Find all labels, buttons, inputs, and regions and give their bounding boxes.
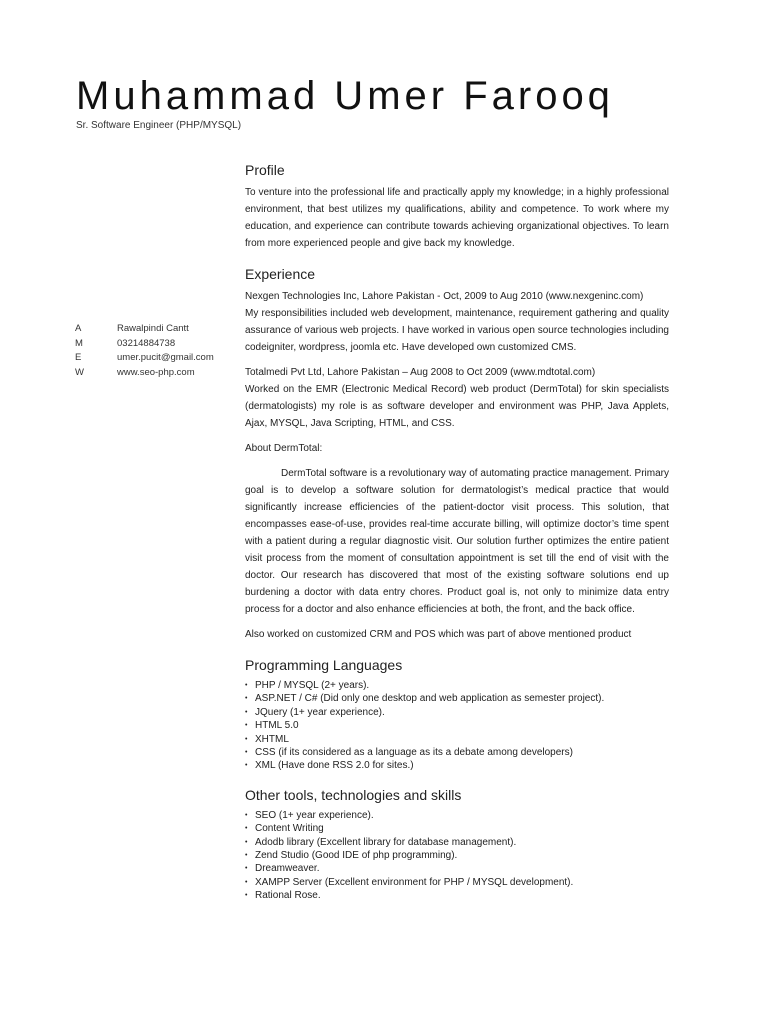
- list-item: [245, 692, 669, 705]
- job-title-totalmedi: Totalmedi Pvt Ltd, Lahore Pakistan – Aug 2008 to Oct 2009 (www.mdtotal.com): [245, 367, 596, 378]
- also-worked-text: Also worked on customized CRM and POS which was part of above mentioned product: [245, 629, 632, 640]
- section-heading: Profile: [245, 162, 285, 178]
- list-item: [245, 822, 669, 835]
- section-heading: Other tools, technologies and skills: [245, 786, 462, 803]
- job-desc-nexgen: My responsibilities included web development, maintenance, requirement gathering and quality assurance of various web projects. I have worked in various open source technologies including codeigniter, wordpress, joomla etc. Have developed own customized CMS.: [245, 308, 669, 353]
- contact-key: E: [75, 352, 82, 363]
- list-item-text: Zend Studio (Good IDE of php programming).: [255, 850, 458, 862]
- contact-value[interactable]: www.seo-php.com: [117, 366, 195, 378]
- list-item-text: JQuery (1+ year experience).: [255, 706, 385, 718]
- job-desc-totalmedi: Worked on the EMR (Electronic Medical Record) web product (DermTotal) for skin specialists (dermatologists) my role is as software developer and environment was PHP, Java Applets, Ajax, MYSQL, Java Scripting, HTML, and CSS.: [245, 384, 669, 429]
- list-item: [245, 836, 669, 849]
- list-item: [245, 862, 669, 875]
- contact-website: [70, 366, 240, 381]
- contact-mobile: [70, 337, 240, 352]
- list-item-text: Dreamweaver.: [255, 863, 320, 875]
- list-item-text: XML (Have done RSS 2.0 for sites.): [255, 760, 414, 772]
- contact-email: [70, 351, 240, 366]
- list-item-text: Adodb library (Excellent library for database management).: [255, 836, 517, 848]
- bullet-icon: •: [245, 825, 248, 833]
- tools-list: [245, 809, 669, 903]
- tools-section: [245, 787, 669, 903]
- bullet-icon: •: [245, 722, 248, 730]
- list-item-text: Content Writing: [255, 823, 324, 835]
- bullet-icon: •: [245, 735, 248, 743]
- profile-section: [245, 162, 669, 252]
- list-item-text: CSS (if its considered as a language as its a debate among developers): [255, 747, 573, 759]
- languages-section: [245, 657, 669, 773]
- bullet-icon: •: [245, 838, 248, 846]
- bullet-icon: •: [245, 892, 248, 900]
- list-item-text: XAMPP Server (Excellent environment for PHP / MYSQL development).: [255, 876, 574, 888]
- list-item-text: ASP.NET / C# (Did only one desktop and web application as semester project).: [255, 693, 605, 705]
- bullet-icon: •: [245, 749, 248, 757]
- list-item: [245, 679, 669, 692]
- section-heading: Programming Languages: [245, 657, 403, 673]
- profile-text: To venture into the professional life and practically apply my knowledge; in a highly professional environment, that best utilizes my qualifications, ability and competence. To work where my education, and experience can contribute towards achieving organizational objectives. To learn from more experienced people and give back my knowledge.: [245, 187, 669, 249]
- list-item: [245, 849, 669, 862]
- bullet-icon: •: [245, 811, 248, 819]
- list-item-text: PHP / MYSQL (2+ years).: [255, 680, 370, 691]
- list-item: [245, 719, 669, 732]
- job-title-nexgen: Nexgen Technologies Inc, Lahore Pakistan - Oct, 2009 to Aug 2010 (www.nexgeninc.com): [245, 291, 644, 302]
- languages-list: [245, 679, 669, 773]
- contact-key: A: [75, 323, 82, 334]
- person-name: Muhammad Umer Farooq: [76, 74, 614, 118]
- experience-section: [245, 266, 669, 643]
- contact-address: [70, 322, 240, 337]
- bullet-icon: •: [245, 852, 248, 860]
- main-content: [245, 162, 669, 917]
- contact-info: [70, 322, 240, 380]
- section-heading: Experience: [245, 266, 316, 282]
- bullet-icon: •: [245, 682, 248, 689]
- bullet-icon: •: [245, 865, 248, 873]
- contact-key: W: [75, 366, 84, 378]
- about-label: About DermTotal:: [245, 443, 323, 454]
- bullet-icon: •: [245, 878, 248, 886]
- list-item: [245, 706, 669, 719]
- list-item-text: Rational Rose.: [255, 890, 321, 902]
- bullet-icon: •: [245, 762, 248, 770]
- list-item-text: HTML 5.0: [255, 720, 299, 732]
- list-item: [245, 809, 669, 822]
- bullet-icon: •: [245, 708, 248, 716]
- contact-value[interactable]: umer.pucit@gmail.com: [117, 352, 214, 363]
- list-item: [245, 889, 669, 902]
- list-item: [245, 746, 669, 759]
- list-item: [245, 759, 669, 772]
- contact-key: M: [75, 337, 83, 349]
- list-item: [245, 733, 669, 746]
- bullet-icon: •: [245, 695, 248, 703]
- list-item-text: SEO (1+ year experience).: [255, 809, 374, 821]
- job-title: Sr. Software Engineer (PHP/MYSQL): [76, 120, 242, 131]
- list-item: [245, 876, 669, 889]
- about-text: DermTotal software is a revolutionary way of automating practice management. Primary goal is to develop a software solution for dermatologist’s medical practice that would significantly increase efficiencies of the patient-doctor visit process. This solution, that encompasses ease-of-use, provides real-time accurate billing, will optimize doctor’s time spent with a patient during a regular diagnostic visit. Our solution further optimizes the entire patient visit process from the moment of consultation appointment is set till the end of visit with the doctor. Our research has discovered that most of the existing software solutions end up burdening a doctor with data entry chores. Product goal is, not only to minimize data entry process for a doctor and also enhance efficiencies at both, the front, and the back office.: [245, 468, 669, 615]
- contact-value: Rawalpindi Cantt: [117, 323, 189, 334]
- contact-value: 03214884738: [117, 337, 176, 349]
- list-item-text: XHTML: [255, 733, 289, 745]
